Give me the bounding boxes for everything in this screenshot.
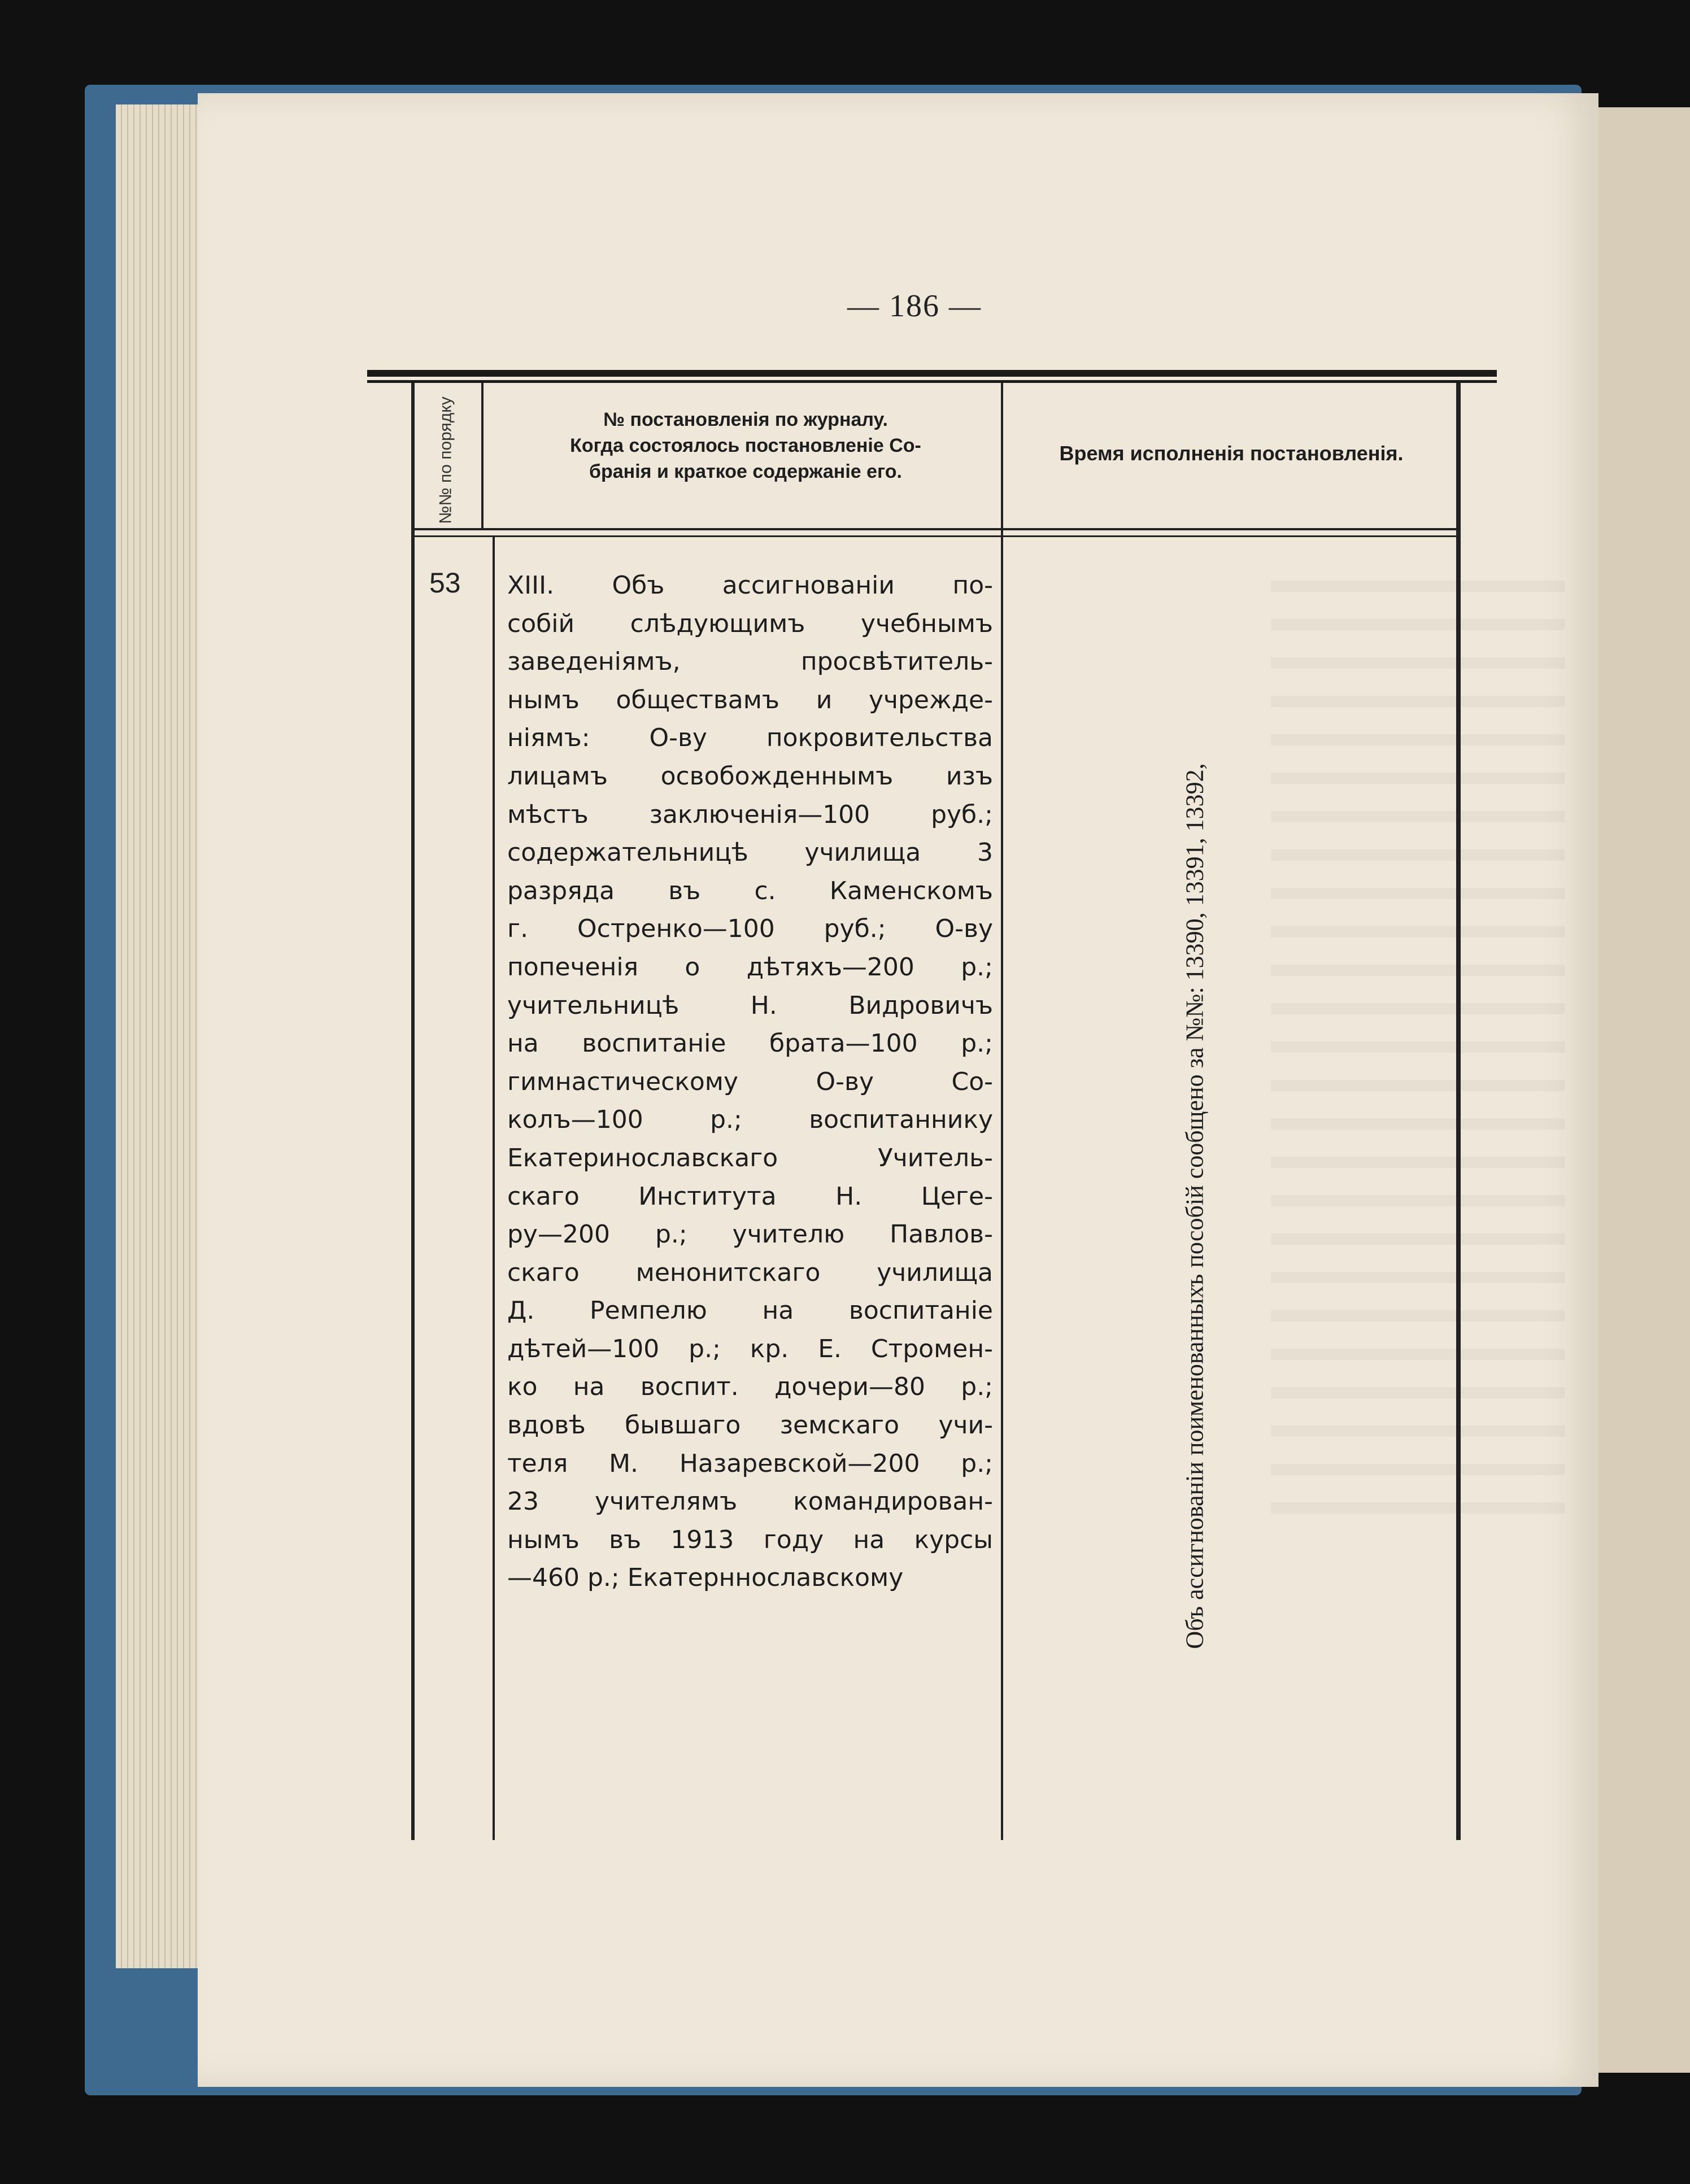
- text-line: лицамъ освобожденнымъ изъ: [507, 761, 993, 791]
- text-line: нымъ въ 1913 году на курсы: [507, 1525, 993, 1554]
- header-execution-time: Время исполненія постановленія.: [1059, 442, 1404, 465]
- text-line: Екатеринославскаго Учитель-: [507, 1143, 993, 1172]
- text-line: учительницѣ Н. Видровичъ: [507, 991, 993, 1020]
- text-line: на воспитаніе брата—100 р.;: [507, 1029, 993, 1058]
- text-line: скаго Института Н. Цеге-: [507, 1182, 993, 1211]
- text-line: ко на воспит. дочери—80 р.;: [507, 1372, 993, 1402]
- header-resolution-line: Когда состоялось постановленіе Со-: [570, 435, 921, 456]
- bleed-through-text: [1271, 553, 1565, 1514]
- text-line: нымъ обществамъ и учрежде-: [507, 685, 993, 714]
- row-text: [507, 566, 993, 1597]
- text-line: собій слѣдующимъ учебнымъ: [507, 609, 993, 638]
- header-resolution: [491, 407, 1000, 485]
- text-line: XIII. Объ ассигнованіи по-: [507, 571, 993, 600]
- header-resolution-line: № постановленія по журналу.: [603, 409, 888, 430]
- text-line: вдовѣ бывшаго земскаго учи-: [507, 1411, 993, 1440]
- top-rule-thin: [367, 380, 1497, 383]
- table-left-border: [411, 383, 415, 1840]
- text-line: заведеніямъ, просвѣтитель-: [507, 647, 993, 677]
- header-rule: [412, 528, 1457, 530]
- text-line: ру—200 р.; учителю Павлов-: [507, 1220, 993, 1249]
- text-line: Д. Ремпелю на воспитаніе: [507, 1296, 993, 1326]
- column-divider-2: [1001, 383, 1003, 1840]
- text-line: теля М. Назаревской—200 р.;: [507, 1449, 993, 1478]
- text-line: колъ—100 р.; воспитаннику: [507, 1105, 993, 1135]
- text-line: содержательницѣ училища 3: [507, 838, 993, 868]
- column-divider-1-body: [493, 537, 495, 1840]
- text-line: гимнастическому О-ву Со-: [507, 1067, 993, 1096]
- table-right-border: [1456, 383, 1461, 1840]
- text-line: разряда въ с. Каменскомъ: [507, 876, 993, 905]
- text-line: дѣтей—100 р.; кр. Е. Стромен-: [507, 1334, 993, 1363]
- header-order-number: №№ по порядку: [437, 396, 455, 524]
- row-number: 53: [429, 567, 461, 599]
- column-divider-1: [481, 383, 484, 530]
- execution-note: Объ ассигнованіи поименованныхъ пособій сообщено за №№: 13390, 13391, 13392,: [1181, 762, 1209, 1649]
- text-line: —460 р.; Екатерннославскому: [507, 1563, 904, 1593]
- text-line: скаго менонитскаго училища: [507, 1258, 993, 1287]
- header-resolution-line: бранія и краткое содержаніе его.: [589, 461, 902, 482]
- text-line: г. Остренко—100 руб.; О-ву: [507, 914, 993, 944]
- text-line: ніямъ: О-ву покровительства: [507, 723, 993, 753]
- text-line: 23 учителямъ командирован-: [507, 1487, 993, 1516]
- top-rule: [367, 370, 1497, 377]
- text-line: попеченія о дѣтяхъ—200 р.;: [507, 952, 993, 982]
- header-rule-2: [412, 535, 1457, 537]
- page-number: — 186 —: [847, 289, 982, 324]
- text-line: мѣстъ заключенія—100 руб.;: [507, 800, 993, 829]
